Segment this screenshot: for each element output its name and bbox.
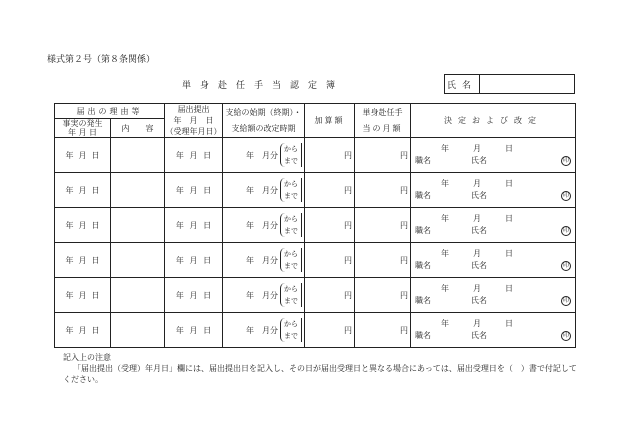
day-label: 日 bbox=[505, 319, 513, 328]
month-label: 月 bbox=[189, 255, 198, 265]
day-label: 日 bbox=[505, 179, 513, 188]
addition-amount-cell[interactable] bbox=[305, 243, 355, 278]
day-label: 日 bbox=[91, 150, 100, 160]
seal-icon: 印 bbox=[562, 262, 569, 269]
seal-icon: 印 bbox=[562, 332, 569, 339]
day-label: 日 bbox=[91, 325, 100, 335]
from-until-brace bbox=[280, 248, 302, 272]
month-label: 月 bbox=[78, 325, 87, 335]
supply-period-cell[interactable] bbox=[223, 243, 305, 278]
monthly-amount-cell[interactable] bbox=[355, 138, 411, 173]
supply-period-cell[interactable] bbox=[223, 313, 305, 348]
until-label: まで bbox=[284, 157, 298, 165]
day-label: 日 bbox=[91, 185, 100, 195]
yen-label: 円 bbox=[344, 290, 352, 300]
monthly-amount-cell[interactable] bbox=[355, 313, 411, 348]
table-row bbox=[55, 173, 576, 208]
supply-period-cell[interactable] bbox=[223, 173, 305, 208]
month-label: 月 bbox=[189, 220, 198, 230]
addition-amount-cell[interactable] bbox=[305, 278, 355, 313]
from-label: から bbox=[284, 320, 298, 328]
month-portion-label: 年 月分 bbox=[246, 325, 278, 335]
header-addition: 加算額 bbox=[305, 104, 355, 138]
content-cell[interactable] bbox=[111, 208, 165, 243]
month-label: 月 bbox=[78, 255, 87, 265]
year-label: 年 bbox=[441, 249, 449, 258]
name-label: 氏名 bbox=[471, 296, 487, 305]
submitted-date-cell[interactable] bbox=[165, 208, 223, 243]
day-label: 日 bbox=[203, 325, 212, 335]
month-label: 月 bbox=[473, 284, 481, 293]
day-label: 日 bbox=[203, 150, 212, 160]
addition-amount-cell[interactable] bbox=[305, 173, 355, 208]
post-label: 職名 bbox=[415, 191, 431, 200]
yen-label: 円 bbox=[400, 220, 408, 230]
addition-amount-cell[interactable] bbox=[305, 208, 355, 243]
name-label: 氏名 bbox=[445, 75, 480, 93]
day-label: 日 bbox=[505, 144, 513, 153]
header-supply-period bbox=[223, 104, 305, 138]
until-label: まで bbox=[284, 192, 298, 200]
year-label: 年 bbox=[441, 144, 449, 153]
from-label: から bbox=[284, 215, 298, 223]
header-monthly-line2: 当の月額 bbox=[362, 123, 403, 133]
occurrence-date-cell[interactable] bbox=[55, 313, 111, 348]
seal-icon: 印 bbox=[562, 192, 569, 199]
header-submitted bbox=[165, 104, 223, 138]
seal-icon: 印 bbox=[562, 227, 569, 234]
header-submitted-line3: （受理年月日） bbox=[165, 127, 222, 136]
year-label: 年 bbox=[441, 284, 449, 293]
year-label: 年 bbox=[65, 255, 74, 265]
day-label: 日 bbox=[505, 214, 513, 223]
supply-period-cell[interactable] bbox=[223, 138, 305, 173]
from-until-brace bbox=[280, 283, 302, 307]
form-number: 様式第２号（第８条関係） bbox=[47, 55, 156, 65]
until-label: まで bbox=[284, 227, 298, 235]
notes-heading: 記入上の注意 bbox=[63, 353, 111, 362]
day-label: 日 bbox=[91, 220, 100, 230]
header-supply-line1: 支給の始期（終期）・ bbox=[225, 107, 302, 117]
decision-cell[interactable] bbox=[411, 138, 576, 173]
month-label: 月 bbox=[189, 185, 198, 195]
month-label: 月 bbox=[473, 144, 481, 153]
yen-label: 円 bbox=[400, 325, 408, 335]
occurrence-date-cell[interactable] bbox=[55, 243, 111, 278]
occurrence-date-cell[interactable] bbox=[55, 173, 111, 208]
addition-amount-cell[interactable] bbox=[305, 313, 355, 348]
yen-label: 円 bbox=[344, 325, 352, 335]
content-cell[interactable] bbox=[111, 313, 165, 348]
submitted-date-cell[interactable] bbox=[165, 173, 223, 208]
day-label: 日 bbox=[505, 284, 513, 293]
submitted-date-cell[interactable] bbox=[165, 243, 223, 278]
name-box bbox=[444, 74, 575, 94]
notes bbox=[63, 352, 578, 385]
month-portion-label: 年 月分 bbox=[246, 150, 278, 160]
yen-label: 円 bbox=[344, 220, 352, 230]
yen-label: 円 bbox=[400, 185, 408, 195]
submitted-date-cell[interactable] bbox=[165, 138, 223, 173]
name-label: 氏名 bbox=[471, 226, 487, 235]
decision-cell[interactable] bbox=[411, 173, 576, 208]
yen-label: 円 bbox=[344, 150, 352, 160]
month-label: 月 bbox=[189, 290, 198, 300]
post-label: 職名 bbox=[415, 226, 431, 235]
submitted-date-cell[interactable] bbox=[165, 278, 223, 313]
notes-body: 「届出提出（受理）年月日」欄には、届出提出日を記入し、その日が届出受理日と異なる場合にあっては、届出受理日を（ ）書で付記してください。 bbox=[63, 364, 577, 384]
year-label: 年 bbox=[175, 290, 184, 300]
header-monthly-line1: 単身赴任手 bbox=[362, 107, 403, 117]
from-label: から bbox=[284, 145, 298, 153]
header-monthly-amount bbox=[355, 104, 411, 138]
until-label: まで bbox=[284, 262, 298, 270]
year-label: 年 bbox=[175, 185, 184, 195]
name-label: 氏名 bbox=[471, 191, 487, 200]
post-label: 職名 bbox=[415, 261, 431, 270]
day-label: 日 bbox=[203, 220, 212, 230]
month-label: 月 bbox=[189, 150, 198, 160]
month-label: 月 bbox=[473, 179, 481, 188]
day-label: 日 bbox=[505, 249, 513, 258]
year-label: 年 bbox=[65, 220, 74, 230]
year-label: 年 bbox=[175, 220, 184, 230]
post-label: 職名 bbox=[415, 331, 431, 340]
header-content: 内 容 bbox=[111, 119, 165, 138]
from-until-brace bbox=[280, 178, 302, 202]
occurrence-date-cell[interactable] bbox=[55, 208, 111, 243]
month-label: 月 bbox=[473, 249, 481, 258]
year-label: 年 bbox=[175, 325, 184, 335]
day-label: 日 bbox=[203, 185, 212, 195]
monthly-amount-cell[interactable] bbox=[355, 278, 411, 313]
year-label: 年 bbox=[441, 214, 449, 223]
supply-period-cell[interactable] bbox=[223, 278, 305, 313]
monthly-amount-cell[interactable] bbox=[355, 208, 411, 243]
header-supply-line2: 支給額の改定時期 bbox=[231, 123, 296, 133]
year-label: 年 bbox=[441, 319, 449, 328]
table-row bbox=[55, 278, 576, 313]
yen-label: 円 bbox=[400, 255, 408, 265]
day-label: 日 bbox=[91, 290, 100, 300]
content-cell[interactable] bbox=[111, 173, 165, 208]
header-occurrence-date bbox=[55, 119, 111, 138]
yen-label: 円 bbox=[344, 185, 352, 195]
post-label: 職名 bbox=[415, 296, 431, 305]
decision-cell[interactable] bbox=[411, 278, 576, 313]
month-portion-label: 年 月分 bbox=[246, 255, 278, 265]
from-label: から bbox=[284, 180, 298, 188]
header-occurrence-line1: 事実の発生 bbox=[62, 119, 103, 128]
occurrence-date-cell[interactable] bbox=[55, 138, 111, 173]
supply-period-cell[interactable] bbox=[223, 208, 305, 243]
from-until-brace bbox=[280, 318, 302, 342]
until-label: まで bbox=[284, 297, 298, 305]
decision-cell[interactable] bbox=[411, 208, 576, 243]
table-row bbox=[55, 138, 576, 173]
day-label: 日 bbox=[91, 255, 100, 265]
until-label: まで bbox=[284, 332, 298, 340]
yen-label: 円 bbox=[400, 290, 408, 300]
decision-cell[interactable] bbox=[411, 313, 576, 348]
year-label: 年 bbox=[441, 179, 449, 188]
year-label: 年 bbox=[175, 150, 184, 160]
month-label: 月 bbox=[189, 325, 198, 335]
name-label: 氏名 bbox=[471, 261, 487, 270]
month-label: 月 bbox=[78, 150, 87, 160]
table-body bbox=[55, 138, 576, 348]
day-label: 日 bbox=[203, 290, 212, 300]
from-until-brace bbox=[280, 143, 302, 167]
day-label: 日 bbox=[203, 255, 212, 265]
month-portion-label: 年 月分 bbox=[246, 220, 278, 230]
year-label: 年 bbox=[65, 290, 74, 300]
occurrence-date-cell[interactable] bbox=[55, 278, 111, 313]
monthly-amount-cell[interactable] bbox=[355, 243, 411, 278]
year-label: 年 bbox=[65, 325, 74, 335]
page-title: 単身赴任手当認定簿 bbox=[182, 81, 345, 91]
year-label: 年 bbox=[65, 150, 74, 160]
month-label: 月 bbox=[78, 290, 87, 300]
header-decision: 決定および改定 bbox=[411, 104, 576, 138]
yen-label: 円 bbox=[344, 255, 352, 265]
header-occurrence-line2: 年 月 日 bbox=[67, 128, 98, 137]
table-row bbox=[55, 313, 576, 348]
header-submitted-line1: 届出提出 bbox=[177, 105, 210, 114]
header-reason: 届出の理由等 bbox=[55, 104, 165, 119]
certification-table bbox=[54, 103, 576, 348]
month-label: 月 bbox=[78, 185, 87, 195]
table-row bbox=[55, 243, 576, 278]
addition-amount-cell[interactable] bbox=[305, 138, 355, 173]
month-label: 月 bbox=[473, 319, 481, 328]
header-submitted-line2: 年 月 日 bbox=[173, 116, 214, 125]
submitted-date-cell[interactable] bbox=[165, 313, 223, 348]
name-label: 氏名 bbox=[471, 331, 487, 340]
name-field[interactable] bbox=[480, 75, 574, 93]
month-portion-label: 年 月分 bbox=[246, 185, 278, 195]
month-portion-label: 年 月分 bbox=[246, 290, 278, 300]
decision-cell[interactable] bbox=[411, 243, 576, 278]
content-cell[interactable] bbox=[111, 243, 165, 278]
from-label: から bbox=[284, 285, 298, 293]
seal-icon: 印 bbox=[562, 157, 569, 164]
monthly-amount-cell[interactable] bbox=[355, 173, 411, 208]
name-label: 氏名 bbox=[471, 156, 487, 165]
table-row bbox=[55, 208, 576, 243]
content-cell[interactable] bbox=[111, 138, 165, 173]
month-label: 月 bbox=[78, 220, 87, 230]
yen-label: 円 bbox=[400, 150, 408, 160]
year-label: 年 bbox=[175, 255, 184, 265]
from-until-brace bbox=[280, 213, 302, 237]
year-label: 年 bbox=[65, 185, 74, 195]
post-label: 職名 bbox=[415, 156, 431, 165]
month-label: 月 bbox=[473, 214, 481, 223]
from-label: から bbox=[284, 250, 298, 258]
seal-icon: 印 bbox=[562, 297, 569, 304]
content-cell[interactable] bbox=[111, 278, 165, 313]
